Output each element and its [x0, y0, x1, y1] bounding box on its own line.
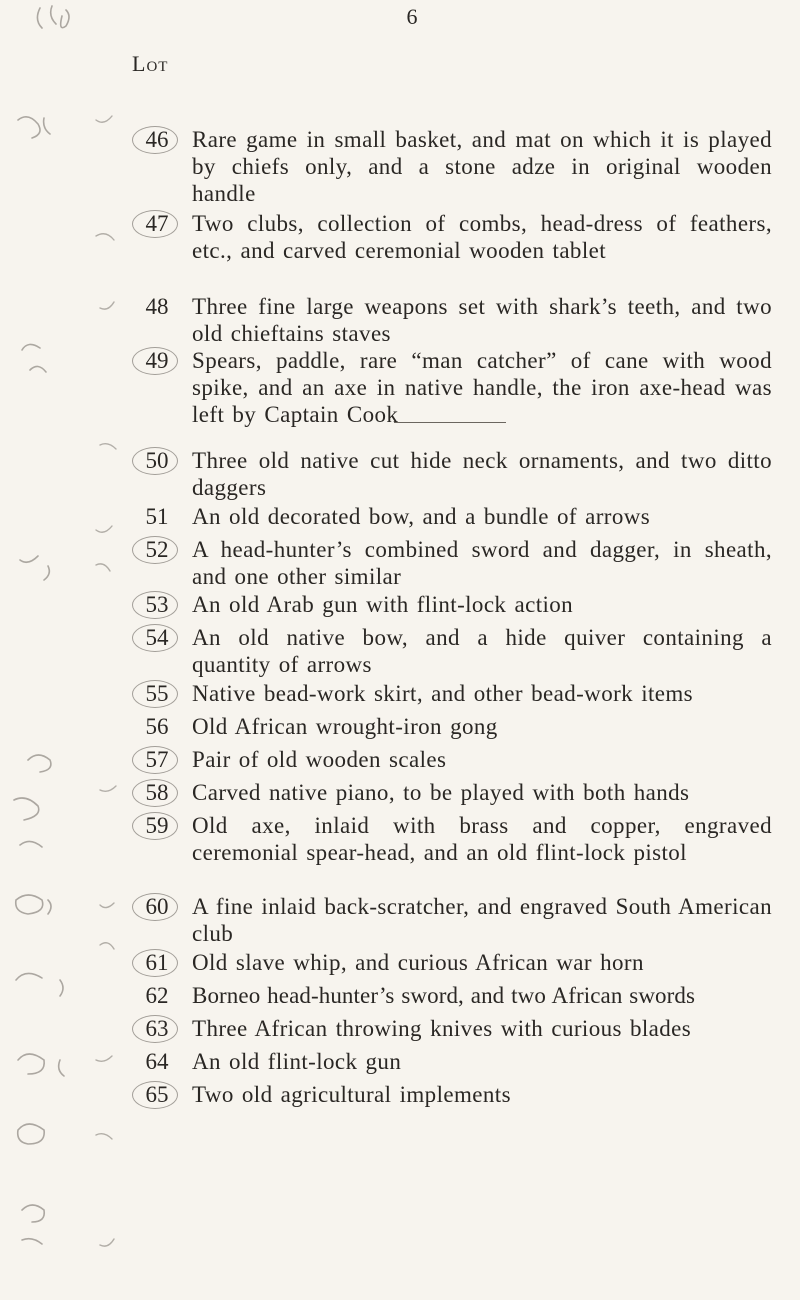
lot-description: Carved native piano, to be played with both hands: [192, 780, 690, 805]
lot-entry-48: [136, 293, 772, 347]
lot-entry-59: [136, 812, 772, 866]
lot-number: 65: [136, 1081, 178, 1108]
lot-entry-50: [136, 447, 772, 501]
lot-number: 46: [136, 126, 178, 153]
lot-number: 58: [136, 779, 178, 806]
lot-description: Borneo head-hunter’s sword, and two African swords: [192, 983, 696, 1008]
lot-number: 62: [145, 983, 169, 1008]
lot-description: Old slave whip, and curious African war horn: [192, 950, 644, 975]
lot-number: 59: [136, 812, 178, 839]
lot-description: Native bead-work skirt, and other bead-work items: [192, 681, 694, 706]
lot-number: 56: [145, 714, 169, 739]
page-number: 6: [406, 4, 418, 29]
lot-description: Three fine large weapons set with shark’s teeth, and two old chieftains staves: [192, 294, 772, 346]
lot-description: Pair of old wooden scales: [192, 747, 447, 772]
lot-description: Two clubs, collection of combs, head-dress of feathers, etc., and carved ceremonial wooden tablet: [192, 211, 772, 263]
lot-number: 63: [136, 1015, 178, 1042]
lot-number: 54: [136, 624, 178, 651]
lot-entry-46: [136, 126, 772, 207]
lot-number: 52: [136, 536, 178, 563]
lot-entry-49: [136, 347, 772, 428]
lot-entry-58: [136, 779, 772, 806]
lot-description: An old native bow, and a hide quiver containing a quantity of arrows: [192, 625, 772, 677]
lot-description: Old axe, inlaid with brass and copper, engraved ceremonial spear-head, and an old flint-lock pistol: [192, 813, 772, 865]
lot-entry-56: [136, 713, 772, 740]
lot-description: An old Arab gun with flint-lock action: [192, 592, 574, 617]
lot-description: Three African throwing knives with curious blades: [192, 1016, 692, 1041]
lot-description: Two old agricultural implements: [192, 1082, 511, 1107]
lot-number: 55: [136, 680, 178, 707]
lot-entry-60: [136, 893, 772, 947]
lot-entry-51: [136, 503, 772, 530]
lot-description: Old African wrought-iron gong: [192, 714, 498, 739]
lot-number: 57: [136, 746, 178, 773]
lot-description: A head-hunter’s combined sword and dagger, in sheath, and one other similar: [192, 537, 772, 589]
lot-entry-47: [136, 210, 772, 264]
lot-number: 49: [136, 347, 178, 374]
lot-entry-52: [136, 536, 772, 590]
lot-description: Rare game in small basket, and mat on which it is played by chiefs only, and a stone adze in original wooden handle: [192, 127, 772, 206]
lot-entry-54: [136, 624, 772, 678]
section-divider: [394, 422, 506, 423]
pencil-annotations-icon: [0, 0, 130, 1300]
lot-entry-65: [136, 1081, 772, 1108]
lot-number: 60: [136, 893, 178, 920]
lot-description: An old decorated bow, and a bundle of arrows: [192, 504, 651, 529]
lot-description: Three old native cut hide neck ornaments, and two ditto daggers: [192, 448, 772, 500]
lot-number: 50: [136, 447, 178, 474]
lot-entry-55: [136, 680, 772, 707]
lot-number: 64: [145, 1049, 169, 1074]
handwritten-margin-marks: [0, 0, 130, 1300]
lot-heading: Lot: [132, 51, 169, 76]
lot-entry-57: [136, 746, 772, 773]
lot-entry-53: [136, 591, 772, 618]
lot-number: 53: [136, 591, 178, 618]
lot-entry-63: [136, 1015, 772, 1042]
lot-number: 51: [145, 504, 169, 529]
lot-entry-64: [136, 1048, 772, 1075]
lot-entry-61: [136, 949, 772, 976]
lot-number: 48: [145, 294, 169, 319]
lot-number: 47: [136, 210, 178, 237]
lot-description: An old flint-lock gun: [192, 1049, 402, 1074]
lot-number: 61: [136, 949, 178, 976]
lot-description: Spears, paddle, rare “man catcher” of cane with wood spike, and an axe in native handle, the iron axe-head was left by Captain Cook: [192, 348, 772, 427]
lot-entry-62: [136, 982, 772, 1009]
lot-description: A fine inlaid back-scratcher, and engraved South American club: [192, 894, 773, 946]
